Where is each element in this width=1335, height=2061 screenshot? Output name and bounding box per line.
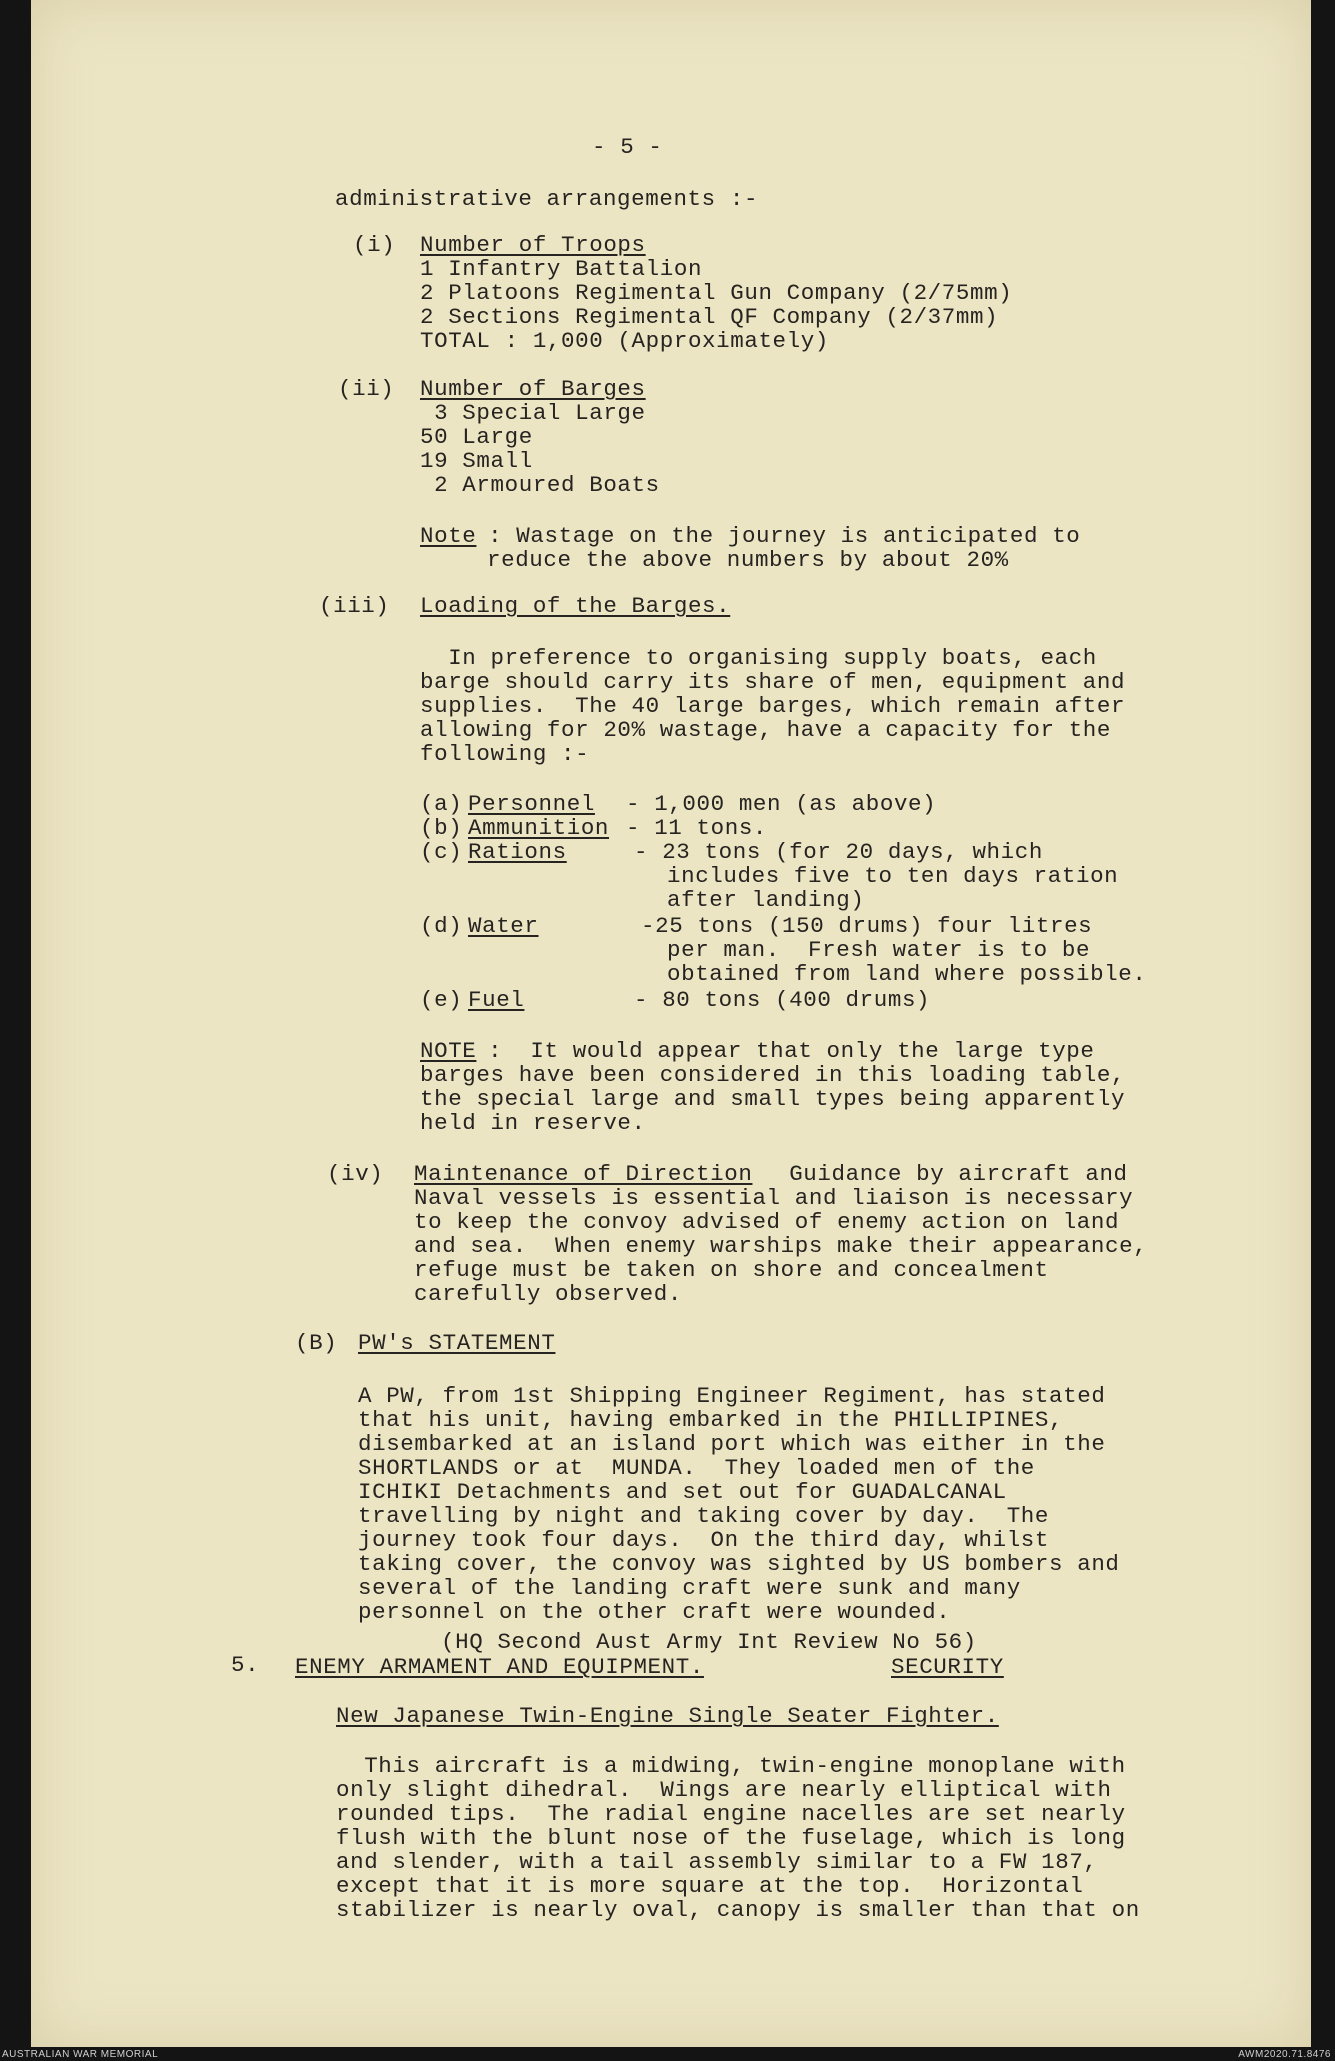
item-c-label: Rations	[468, 839, 567, 865]
loading-note-line: barges have been considered in this loading table,	[420, 1062, 1126, 1088]
direction-line: refuge must be taken on shore and concealment	[414, 1257, 1049, 1283]
barges-marker: (ii)	[338, 376, 395, 402]
aircraft-line: only slight dihedral. Wings are nearly elliptical with	[336, 1777, 1112, 1803]
item-c-text: includes five to ten days ration	[667, 863, 1119, 889]
direction-line: to keep the convoy advised of enemy action on land	[414, 1209, 1120, 1235]
aircraft-line: except that it is more square at the top. Horizontal	[336, 1873, 1084, 1899]
barges-line: 50 Large	[420, 424, 533, 450]
item-a-marker: (a)	[420, 791, 463, 817]
loading-para-line: barge should carry its share of men, equipment and	[420, 669, 1126, 695]
statement-line: personnel on the other craft were wounded.	[358, 1599, 951, 1625]
loading-note-line: : It would appear that only the large type	[474, 1038, 1095, 1064]
loading-note-label: NOTE	[420, 1038, 477, 1064]
barges-note-line: reduce the above numbers by about 20%	[487, 547, 1009, 573]
footer-credit: AUSTRALIAN WAR MEMORIAL	[2, 2049, 159, 2060]
troops-line: 2 Platoons Regimental Gun Company (2/75mm)	[420, 280, 1013, 306]
troops-line: 1 Infantry Battalion	[420, 256, 703, 282]
direction-line: Naval vessels is essential and liaison is necessary	[414, 1185, 1134, 1211]
statement-line: several of the landing craft were sunk and many	[358, 1575, 1021, 1601]
statement-heading: PW's STATEMENT	[358, 1330, 556, 1356]
troops-heading: Number of Troops	[420, 232, 646, 258]
section-number: 5.	[231, 1652, 260, 1678]
section-heading: ENEMY ARMAMENT AND EQUIPMENT.	[295, 1654, 704, 1680]
statement-source: (HQ Second Aust Army Int Review No 56)	[441, 1629, 977, 1655]
statement-marker: (B)	[295, 1330, 338, 1356]
item-d-marker: (d)	[420, 913, 463, 939]
security-classification: SECURITY	[891, 1654, 1004, 1680]
barges-line: 3 Special Large	[420, 400, 646, 426]
statement-line: that his unit, having embarked in the PHILLIPINES,	[358, 1407, 1064, 1433]
item-d-label: Water	[468, 913, 539, 939]
item-c-marker: (c)	[420, 839, 463, 865]
item-e-text: - 80 tons (400 drums)	[634, 987, 931, 1013]
item-b-text: - 11 tons.	[626, 815, 768, 841]
aircraft-line: This aircraft is a midwing, twin-engine monoplane with	[336, 1753, 1126, 1779]
direction-line: and sea. When enemy warships make their appearance,	[414, 1233, 1148, 1259]
aircraft-line: rounded tips. The radial engine nacelles are set nearly	[336, 1801, 1126, 1827]
barges-note-line: : Wastage on the journey is anticipated to	[474, 523, 1081, 549]
intro-line: administrative arrangements :-	[335, 186, 759, 212]
item-d-text: obtained from land where possible.	[667, 961, 1147, 987]
item-e-label: Fuel	[468, 987, 525, 1013]
statement-line: travelling by night and taking cover by day. The	[358, 1503, 1050, 1529]
barges-line: 19 Small	[420, 448, 533, 474]
aircraft-line: flush with the blunt nose of the fuselage, which is long	[336, 1825, 1126, 1851]
loading-marker: (iii)	[319, 593, 390, 619]
loading-para-line: following :-	[420, 741, 590, 767]
aircraft-subheading: New Japanese Twin-Engine Single Seater Fighter.	[336, 1703, 999, 1729]
direction-heading: Maintenance of Direction	[414, 1161, 753, 1187]
barges-line: 2 Armoured Boats	[420, 472, 660, 498]
footer-accession: AWM2020.71.8476	[1238, 2049, 1331, 2060]
troops-line: TOTAL : 1,000 (Approximately)	[420, 328, 829, 354]
item-a-text: - 1,000 men (as above)	[626, 791, 937, 817]
aircraft-line: and slender, with a tail assembly similar to a FW 187,	[336, 1849, 1098, 1875]
aircraft-line: stabilizer is nearly oval, canopy is smaller than that on	[336, 1897, 1140, 1923]
barges-heading: Number of Barges	[420, 376, 646, 402]
loading-note-line: held in reserve.	[420, 1110, 646, 1136]
troops-marker: (i)	[353, 232, 396, 258]
page-number: - 5 -	[592, 134, 663, 160]
direction-line: Guidance by aircraft and	[761, 1161, 1128, 1187]
loading-para-line: supplies. The 40 large barges, which remain after	[420, 693, 1126, 719]
item-b-marker: (b)	[420, 815, 463, 841]
barges-note-label: Note	[420, 523, 477, 549]
direction-line: carefully observed.	[414, 1281, 682, 1307]
statement-line: journey took four days. On the third day, whilst	[358, 1527, 1050, 1553]
statement-line: ICHIKI Detachments and set out for GUADALCANAL	[358, 1479, 1007, 1505]
statement-line: SHORTLANDS or at MUNDA. They loaded men of the	[358, 1455, 1035, 1481]
statement-line: taking cover, the convoy was sighted by US bombers and	[358, 1551, 1120, 1577]
document-page	[31, 0, 1311, 2047]
direction-marker: (iv)	[327, 1161, 384, 1187]
item-b-label: Ammunition	[468, 815, 610, 841]
troops-line: 2 Sections Regimental QF Company (2/37mm)	[420, 304, 999, 330]
statement-line: disembarked at an island port which was either in the	[358, 1431, 1106, 1457]
loading-note-line: the special large and small types being apparently	[420, 1086, 1126, 1112]
item-e-marker: (e)	[420, 987, 463, 1013]
loading-heading: Loading of the Barges.	[420, 593, 731, 619]
loading-para-line: allowing for 20% wastage, have a capacity for the	[420, 717, 1112, 743]
statement-line: A PW, from 1st Shipping Engineer Regiment, has stated	[358, 1383, 1106, 1409]
item-a-label: Personnel	[468, 791, 595, 817]
item-d-text: per man. Fresh water is to be	[667, 937, 1091, 963]
item-c-text: after landing)	[667, 887, 865, 913]
item-c-text: - 23 tons (for 20 days, which	[634, 839, 1043, 865]
loading-para-line: In preference to organising supply boats, each	[420, 645, 1097, 671]
item-d-text: -25 tons (150 drums) four litres	[641, 913, 1093, 939]
